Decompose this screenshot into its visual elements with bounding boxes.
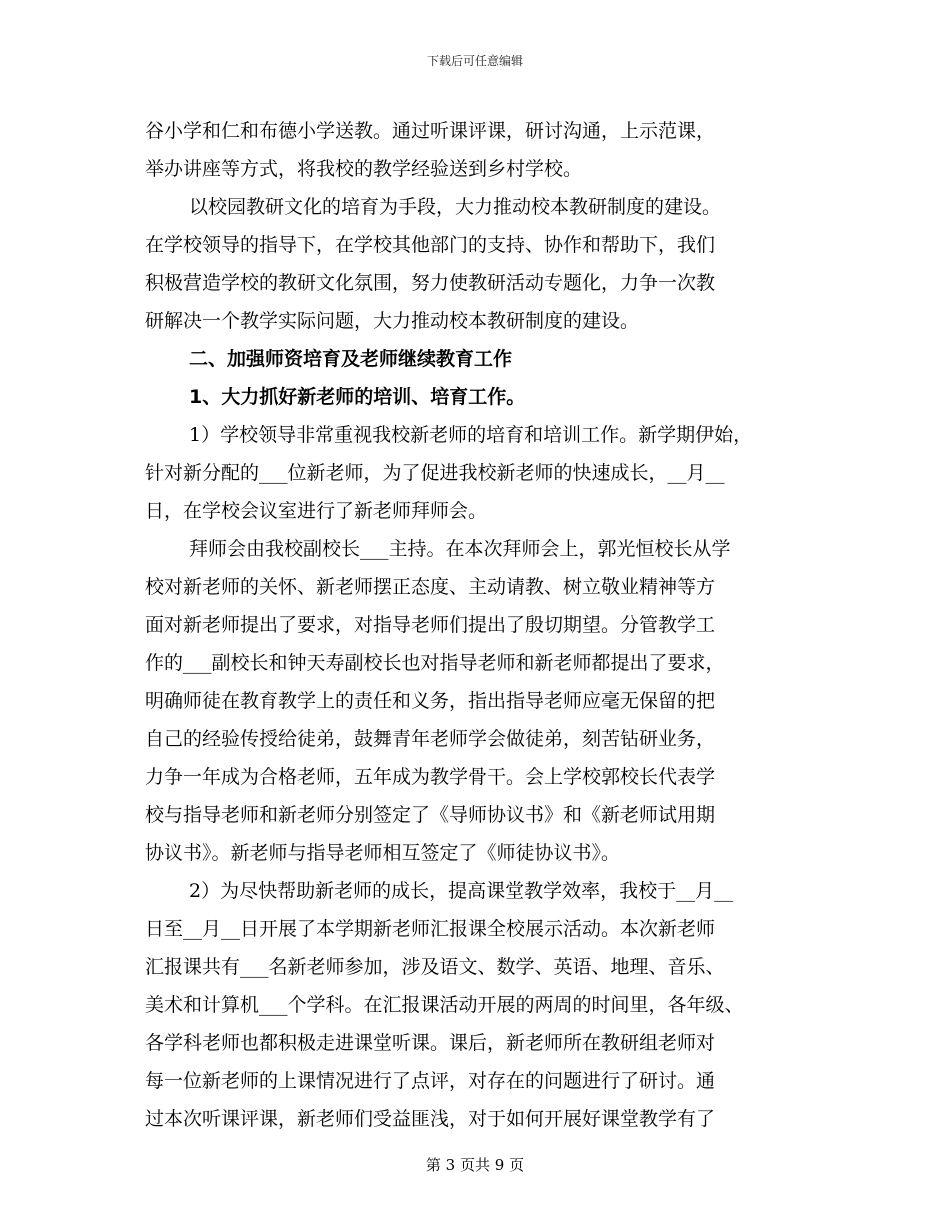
text-line: 举办讲座等方式，将我校的教学经验送到乡村学校。 (145, 158, 583, 180)
text-line: 面对新老师提出了要求，对指导老师们提出了殷切期望。分管教学工 (145, 614, 716, 636)
subsection-heading: 1、大力抓好新老师的培训、培育工作。 (189, 386, 526, 408)
text-line: 校对新老师的关怀、新老师摆正态度、主动请教、树立敬业精神等方 (145, 576, 716, 598)
document-body (145, 112, 825, 1138)
text-line: 在学校领导的指导下，在学校其他部门的支持、协作和帮助下，我们 (145, 234, 716, 256)
text-line: 力争一年成为合格老师，五年成为教学骨干。会上学校郭校长代表学 (145, 766, 716, 788)
text-line: 美术和计算机___个学科。在汇报课活动开展的两周的时间里，各年级、 (145, 994, 744, 1016)
text-line: 汇报课共有___名新老师参加，涉及语文、数学、英语、地理、音乐、 (145, 956, 725, 978)
text-line: 研解决一个教学实际问题，大力推动校本教研制度的建设。 (145, 310, 640, 332)
text-line: 校与指导老师和新老师分别签定了《导师协议书》和《新老师试用期 (145, 804, 716, 826)
page-header: 下载后可任意编辑 (426, 54, 523, 68)
text-line: 谷小学和仁和布德小学送教。通过听课评课，研讨沟通，上示范课， (145, 120, 716, 142)
text-line: 日，在学校会议室进行了新老师拜师会。 (145, 500, 488, 522)
text-line: 针对新分配的___位新老师，为了促进我校新老师的快速成长，__月__ (145, 462, 725, 484)
section-heading: 二、加强师资培育及老师继续教育工作 (189, 348, 513, 370)
text-line: 积极营造学校的教研文化氛围，努力使教研活动专题化，力争一次教 (145, 272, 716, 294)
text-line: 日至__月__日开展了本学期新老师汇报课全校展示活动。本次新老师 (145, 918, 716, 940)
text-line: 过本次听课评课，新老师们受益匪浅，对于如何开展好课堂教学有了 (145, 1108, 716, 1130)
text-line: 2）为尽快帮助新老师的成长，提高课堂教学效率，我校于__月__ (189, 880, 734, 902)
text-line: 各学科老师也都积极走进课堂听课。课后，新老师所在教研组老师对 (145, 1032, 716, 1054)
page-footer: 第 3 页共 9 页 (425, 1156, 525, 1174)
text-line: 自己的经验传授给徒弟，鼓舞青年老师学会做徒弟，刻苦钻研业务， (145, 728, 716, 750)
text-line: 明确师徒在教育教学上的责任和义务，指出指导老师应毫无保留的把 (145, 690, 716, 712)
text-line: 1）学校领导非常重视我校新老师的培育和培训工作。新学期伊始， (189, 424, 753, 446)
text-line: 协议书》。新老师与指导老师相互签定了《师徒协议书》。 (145, 842, 621, 864)
text-line: 作的___副校长和钟天寿副校长也对指导老师和新老师都提出了要求， (145, 652, 725, 674)
text-line: 拜师会由我校副校长___主持。在本次拜师会上，郭光恒校长从学 (189, 538, 731, 560)
text-line: 每一位新老师的上课情况进行了点评，对存在的问题进行了研讨。通 (145, 1070, 716, 1092)
text-line: 以校园教研文化的培育为手段，大力推动校本教研制度的建设。 (189, 196, 722, 218)
